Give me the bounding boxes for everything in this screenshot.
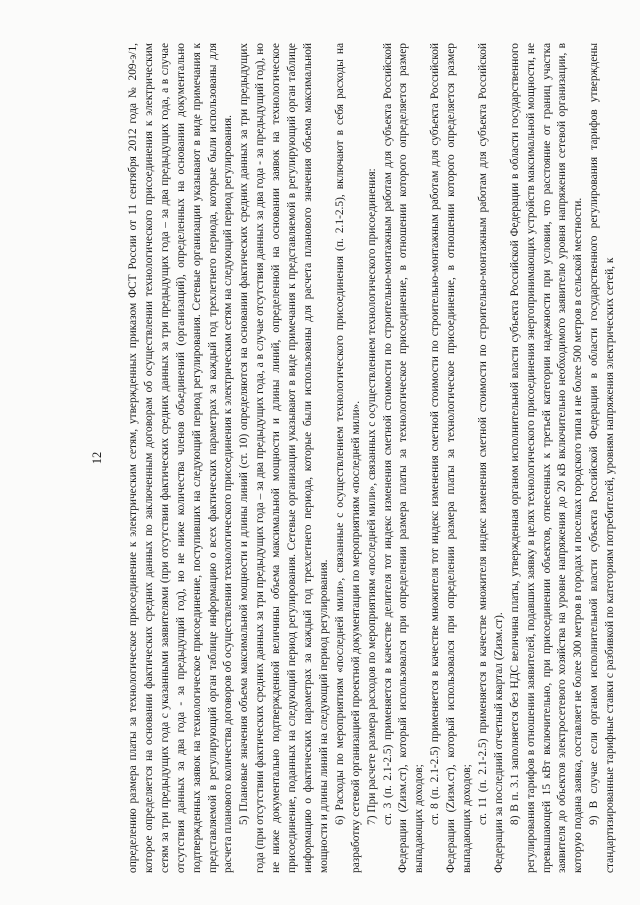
paragraph-9: 9) В случае если органом исполнительной власти субъекта Российской Федерации в области государственного регулирования тарифов утверждены стандартизированные тарифные ставки с разбивкой по категориям потребителей, уровням напряжения электрических сетей, к	[588, 43, 617, 873]
paragraph-4: 7) При расчете размера расходов по мероприятиям «последней мили», связанных с осуществлением технологического присоединения:	[365, 168, 378, 825]
page-number: 12	[90, 451, 104, 465]
paragraph-7: ст. 11 (п. 2.1-2.5) применяется в качестве множителя индекс изменения сметной стоимости по строительно-монтажным работам для субъекта Российской Федерации за последний отчетный квартал (Zизм.ст).	[476, 43, 505, 873]
paragraph-2: 5) Плановые значения объема максимальной мощности и длины линий (ст. 10) определяются на основании фактических средних данных за три предыдущих года (при отсутствии фактических средних данных за три предыдущих года – за два предыдущих года, а в случае отсутствия данных за два года - за предыдущий год), но не ниже документально подтвержденной величины объема максимальной мощности и длины линий, определенной на основании заявок на технологическое присоединение, поданных на следующий период регулирования. Сетевые организации указывают в виде примечания к представляемой в регулирующий орган таблице информацию о фактических параметрах за каждый год трехлетнего периода, которые были использованы для расчета планового значения объема максимальной мощности и длины линий на следующий период регулирования.	[238, 43, 330, 873]
paragraph-3: 6) Расходы по мероприятиям «последней мили», связанные с осуществлением технологического присоединения (п. 2.1-2.5), включают в себя расходы на разработку сетевой организацией проектной документации по мероприятиям «последней мили».	[333, 43, 362, 873]
rotated-page-content	[88, 43, 617, 873]
document-body	[126, 43, 619, 873]
paragraph-1: определению размера платы за технологическое присоединение к электрическим сетям, утвержденных приказом ФСТ России от 11 сентября 2012 года № 209-э/1, которое определяется на основании фактических средних данных по заключенным договорам об осуществлении технологического присоединения к электрическим сетям за три предыдущих года с указанными заявителями (при отсутствии фактических средних данных за три предыдущих года – за два предыдущих года, а в случае отсутствия данных за два года - за предыдущий год), но не ниже количества членов объединений (организаций), определенных на основании документально подтвержденных заявок на технологическое присоединение, поступивших на следующий период регулирования. Сетевые организации указывают в виде примечания к представляемой в регулирующий орган таблице информацию о всех фактических параметрах за каждый год трехлетнего периода, которые были использованы для расчета планового количества договоров об осуществлении технологического присоединения к электрическим сетям на следующий период регулирования.	[127, 43, 235, 873]
paragraph-5: ст. 3 (п. 2.1-2.5) применяется в качестве делителя тот индекс изменения сметной стоимости по строительно-монтажным работам для субъекта Российской Федерации (Zизм.ст), который использовался при определении размера платы за технологическое присоединение, в отношении которого определяется размер выпадающих доходов;	[381, 43, 426, 873]
paragraph-6: ст. 8 (п. 2.1-2.5) применяется в качестве множителя тот индекс изменения сметной стоимости по строительно-монтажным работам для субъекта Российской Федерации (Zизм.ст), который использовался при определении размера платы за технологическое присоединение, в отношении которого определяется размер выпадающих доходов;	[429, 43, 474, 873]
paragraph-8: 8) В п. 3.1 заполняется без НДС величина платы, утвержденная органом исполнительной власти субъекта Российской Федерации в области государственного регулирования тарифов в отношении заявителей, подавших заявку в целях технологического присоединения энергопринимающих устройств максимальной мощности, не превышающей 15 кВт включительно, при присоединении объектов, отнесенных к третьей категории надежности при условии, что расстояние от границ участка заявителя до объектов электросетевого хозяйства на уровне напряжения до 20 кВ включительно необходимого заявителю уровня напряжения сетевой организации, в которую подана заявка, составляет не более 300 метров в городах и поселках городского типа и не более 500 метров в сельской местности.	[508, 43, 585, 873]
